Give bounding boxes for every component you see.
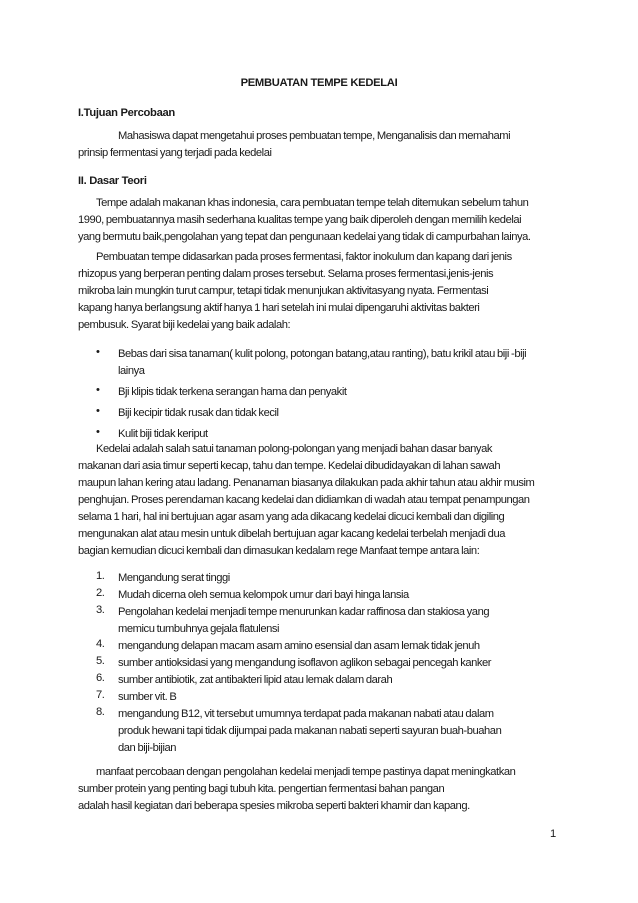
list-number: 8.: [96, 706, 105, 718]
bullet-icon: •: [96, 405, 100, 417]
bullet-list-syarat: [96, 346, 566, 443]
list-item: [96, 346, 566, 380]
section-heading-tujuan: I.Tujuan Percobaan: [78, 107, 175, 119]
text-line: adalah hasil kegiatan dari beberapa spesies mikroba seperti bakteri khamir dan kapang.: [78, 800, 470, 812]
text-line: rhizopus yang berperan penting dalam proses tersebut. Selama proses fermentasi,jenis-jenis: [78, 268, 494, 280]
list-item: [96, 570, 566, 587]
text-line: selama 1 hari, hal ini bertujuan agar asam yang ada dikacang kedelai dicuci kembali dan digiling: [78, 511, 505, 523]
section-heading-dasar: II. Dasar Teori: [78, 175, 147, 187]
paragraph-dasar-1: [78, 195, 564, 246]
document-title: PEMBUATAN TEMPE KEDELAI: [240, 77, 398, 89]
numbered-list-manfaat: [96, 570, 566, 757]
paragraph-dasar-2: [78, 249, 564, 334]
bullet-icon: •: [96, 346, 100, 358]
list-number: 4.: [96, 638, 105, 650]
list-item-text: Bebas dari sisa tanaman( kulit polong, potongan batang,atau ranting), batu krikil atau biji -biji: [118, 348, 527, 360]
text-line: 1990, pembuatannya masih sederhana kualitas tempe yang baik diperoleh dengan memilih kedelai: [78, 214, 522, 226]
list-item-text: sumber vit. B: [118, 691, 177, 703]
text-line: makanan dari asia timur seperti kecap, tahu dan tempe. Kedelai dibudidayakan di lahan sawah: [78, 460, 501, 472]
list-item-text: Kulit biji tidak keriput: [118, 428, 208, 440]
list-item: [96, 689, 566, 706]
text-line: mengunakan alat atau mesin untuk dibelah bertujuan agar kacang kedelai terbelah menjadi dua: [78, 528, 505, 540]
text-line: kapang hanya berlangsung aktif hanya 1 hari setelah ini mulai dipengaruhi aktivitas bakteri: [78, 302, 480, 314]
text-line: manfaat percobaan dengan pengolahan kedelai menjadi tempe pastinya dapat meningkatkan: [96, 766, 516, 778]
list-item: [96, 638, 566, 655]
list-item: [96, 706, 566, 757]
list-item-text: memicu tumbuhnya gejala flatulensi: [118, 623, 280, 635]
list-item: [96, 384, 566, 401]
list-item-text: Mudah dicerna oleh semua kelompok umur dari bayi hinga lansia: [118, 589, 409, 601]
text-line: pembusuk. Syarat biji kedelai yang baik adalah:: [78, 319, 291, 331]
list-item: [96, 672, 566, 689]
text-line: yang bermutu baik,pengolahan yang tepat dan pengunaan kedelai yang tidak di campurbahan lainya.: [78, 231, 531, 243]
list-item-text: produk hewani tapi tidak dijumpai pada makanan nabati seperti sayuran buah-buahan: [118, 725, 502, 737]
list-item-text: dan biji-bijian: [118, 742, 177, 754]
text-line: mikroba lain mungkin turut campur, tetapi tidak menunjukan aktivitasyang nyata. Fermentasi: [78, 285, 489, 297]
list-number: 7.: [96, 689, 105, 701]
list-number: 3.: [96, 604, 105, 616]
text-line: sumber protein yang penting bagi tubuh kita. pengertian fermentasi bahan pangan: [78, 783, 445, 795]
list-item-text: mengandung delapan macam asam amino esensial dan asam lemak tidak jenuh: [118, 640, 480, 652]
list-item: [96, 655, 566, 672]
paragraph-tujuan: [78, 128, 564, 162]
list-item: [96, 405, 566, 422]
text-line: penghujan. Proses perendaman kacang kedelai dan didiamkan di wadah atau tempat penampungan: [78, 494, 530, 506]
list-item-text: Bji klipis tidak terkena serangan hama dan penyakit: [118, 386, 347, 398]
list-item: [96, 604, 566, 638]
text-line: maupun lahan kering atau ladang. Penanaman biasanya dilakukan pada akhir tahun atau akhir musim: [78, 477, 535, 489]
text-line: Kedelai adalah salah satui tanaman polong-polongan yang menjadi bahan dasar banyak: [96, 443, 492, 455]
list-item-text: mengandung B12, vit tersebut umumnya terdapat pada makanan nabati atau dalam: [118, 708, 494, 720]
list-item: [96, 587, 566, 604]
list-item-text: lainya: [118, 365, 145, 377]
list-item-text: Mengandung serat tinggi: [118, 572, 230, 584]
bullet-icon: •: [96, 384, 100, 396]
text-line: bagian kemudian dicuci kembali dan dimasukan kedalam rege Manfaat tempe antara lain:: [78, 545, 480, 557]
bullet-icon: •: [96, 426, 100, 438]
list-number: 5.: [96, 655, 105, 667]
list-item-text: Biji kecipir tidak rusak dan tidak kecil: [118, 407, 279, 419]
list-number: 2.: [96, 587, 105, 599]
text-line: Mahasiswa dapat mengetahui proses pembuatan tempe, Menganalisis dan memahami: [118, 130, 511, 142]
list-item-text: sumber antioksidasi yang mengandung isoflavon aglikon sebagai pencegah kanker: [118, 657, 492, 669]
text-line: Pembuatan tempe didasarkan pada proses fermentasi, faktor inokulum dan kapang dari jenis: [96, 251, 512, 263]
text-line: prinsip fermentasi yang terjadi pada kedelai: [78, 147, 272, 159]
list-item-text: sumber antibiotik, zat antibakteri lipid atau lemak dalam darah: [118, 674, 393, 686]
list-item-text: Pengolahan kedelai menjadi tempe menurunkan kadar raffinosa dan stakiosa yang: [118, 606, 490, 618]
paragraph-dasar-4: [78, 764, 564, 815]
page-number: 1: [550, 828, 557, 840]
paragraph-dasar-3: [78, 441, 564, 560]
list-number: 1.: [96, 570, 105, 582]
list-number: 6.: [96, 672, 105, 684]
text-line: Tempe adalah makanan khas indonesia, cara pembuatan tempe telah ditemukan sebelum tahun: [96, 197, 529, 209]
